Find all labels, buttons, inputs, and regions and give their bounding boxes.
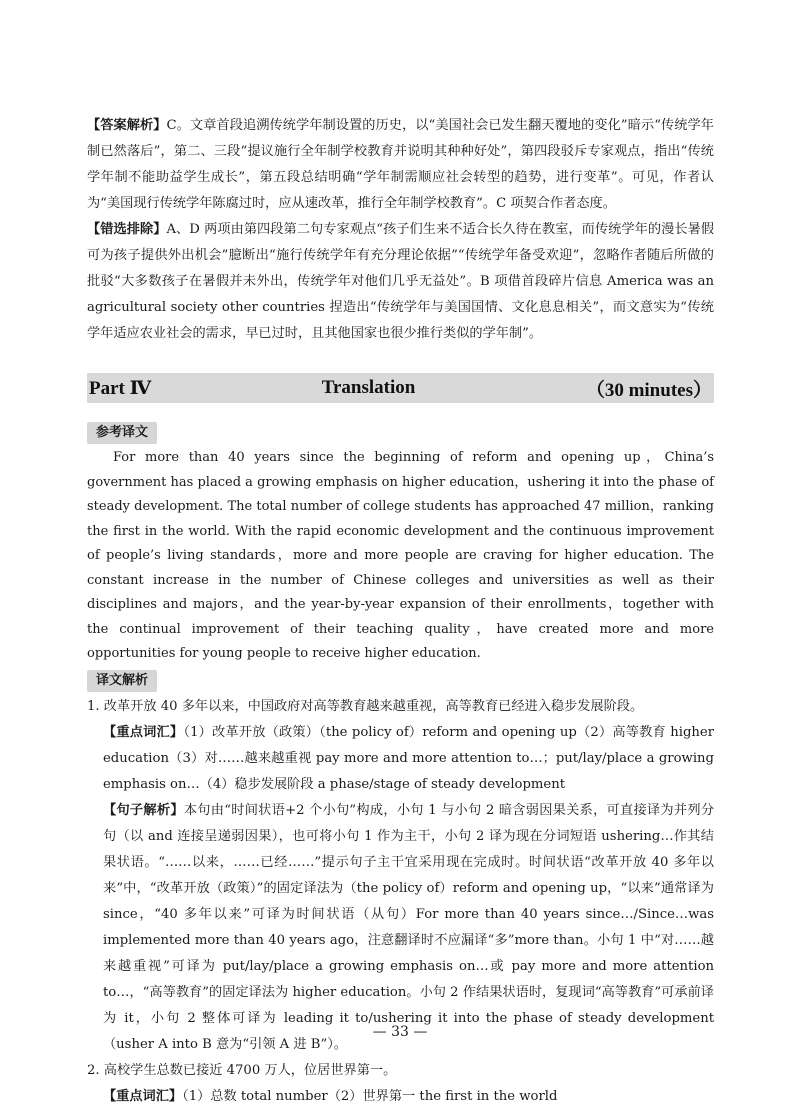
item1-sentence-analysis <box>87 798 714 1058</box>
analysis-tag: 【答案解析】 <box>87 118 167 133</box>
item1-vocab <box>87 720 714 798</box>
exclude-text: A、D 两项由第四段第二句专家观点“孩子们生来不适合长久待在教室，而传统学年的漫长暑假可为孩子提供外出机会”臆断出“施行传统学年有充分理论依据”“传统学年备受欢迎”，忽略作者随后所做的批驳“大多数孩子在暑假并未外出，传统学年对他们几乎无益处”。B 项借首段碎片信息 America was an agricultural society other countries 捏造出“传统学年与美国国情、文化息息相关”，而文意实为“传统学年适应农业社会的需求，早已过时，且其他国家也很少推行类似的学年制”。 <box>87 222 715 341</box>
page-number: — 33 — <box>372 1024 428 1040</box>
sentence-tag: 【句子解析】 <box>103 802 184 818</box>
vocab-tag: 【重点词汇】 <box>103 1088 183 1104</box>
analysis-label: 译文解析 <box>87 670 157 692</box>
answer-analysis <box>87 113 714 217</box>
reference-translation: For more than 40 years since the beginning of reform and opening up，China’s government has placed a growing emphasis on higher education，ushering it into the phase of steady development. The total number of college students has approached 47 million，ranking the first in the world. With the rapid economic development and the continuous improvement of people’s living standards，more and more people are craving for higher education. The constant increase in the number of Chinese colleges and universities as well as their disciplines and majors，and the year-by-year expansion of their enrollments，together with the continual improvement of their teaching quality，have created more and more opportunities for young people to receive higher education. <box>87 450 714 661</box>
page-content <box>87 113 714 1110</box>
spacer <box>87 347 714 373</box>
item2-vocab-text: （1）总数 total number（2）世界第一 the first in the world <box>182 1088 558 1104</box>
analysis-text: C。文章首段追溯传统学年制设置的历史，以“美国社会已发生翻天覆地的变化”暗示“传统学年制已然落后”，第二、三段“提议施行全年制学校教育并说明其种种好处”，第四段驳斥专家观点，指出“传统学年制不能助益学生成长”，第五段总结明确“学年制需顺应社会转型的趋势，进行变革”。可见，作者认为“美国现行传统学年陈腐过时，应从速改革，推行全年制学校教育”。C 项契合作者态度。 <box>87 118 714 211</box>
item2-vocab <box>87 1084 714 1110</box>
part-header-bar <box>87 373 714 403</box>
part-number: Part Ⅳ <box>89 377 152 399</box>
vocab-tag: 【重点词汇】 <box>103 724 184 740</box>
part-title: Translation <box>321 377 416 398</box>
exclude-tag: 【错选排除】 <box>87 222 167 237</box>
item1-vocab-text: （1）改革开放（政策）（the policy of）reform and opening up（2）高等教育 higher education（3）对……越来越重视 pay more and more attention to…；put/lay/place a growing emphasis on…（4）稳步发展阶段 a phase/stage of steady development <box>103 724 714 792</box>
wrong-option-exclusion <box>87 217 714 347</box>
part-time: （30 minutes） <box>585 379 712 401</box>
reference-label: 参考译文 <box>87 422 157 444</box>
analysis-item-1: 1. 改革开放 40 多年以来，中国政府对高等教育越来越重视，高等教育已经进入稳步发展阶段。 <box>87 698 644 714</box>
item1-sentence-text: 本句由“时间状语+2 个小句”构成，小句 1 与小句 2 暗含弱因果关系，可直接译为并列分句（以 and 连接呈递弱因果），也可将小句 1 作为主干，小句 2 译为现在分词短语 ushering…作其结果状语。“……以来，……已经……”提示句子主干宜采用现在完成时。时间状语“改革开放 40 多年以来”中，“改革开放（政策）”的固定译法为（the policy of）reform and opening up，“以来”通常译为 since，“40 多年以来”可译为时间状语（从句）For more than 40 years since…/Since…was implemented more than 40 years ago，注意翻译时不应漏译“多”more than。小句 1 中“对……越来越重视”可译为 put/lay/place a growing emphasis on…或 pay more and more attention to…，“高等教育”的固定译法为 higher education。小句 2 作结果状语时，复现词“高等教育”可承前译为 it，小句 2 整体可译为 leading it to/ushering it into the phase of steady development（usher A into B 意为“引领 A 进 B”）。 <box>103 802 715 1052</box>
analysis-item-2: 2. 高校学生总数已接近 4700 万人，位居世界第一。 <box>87 1062 397 1078</box>
